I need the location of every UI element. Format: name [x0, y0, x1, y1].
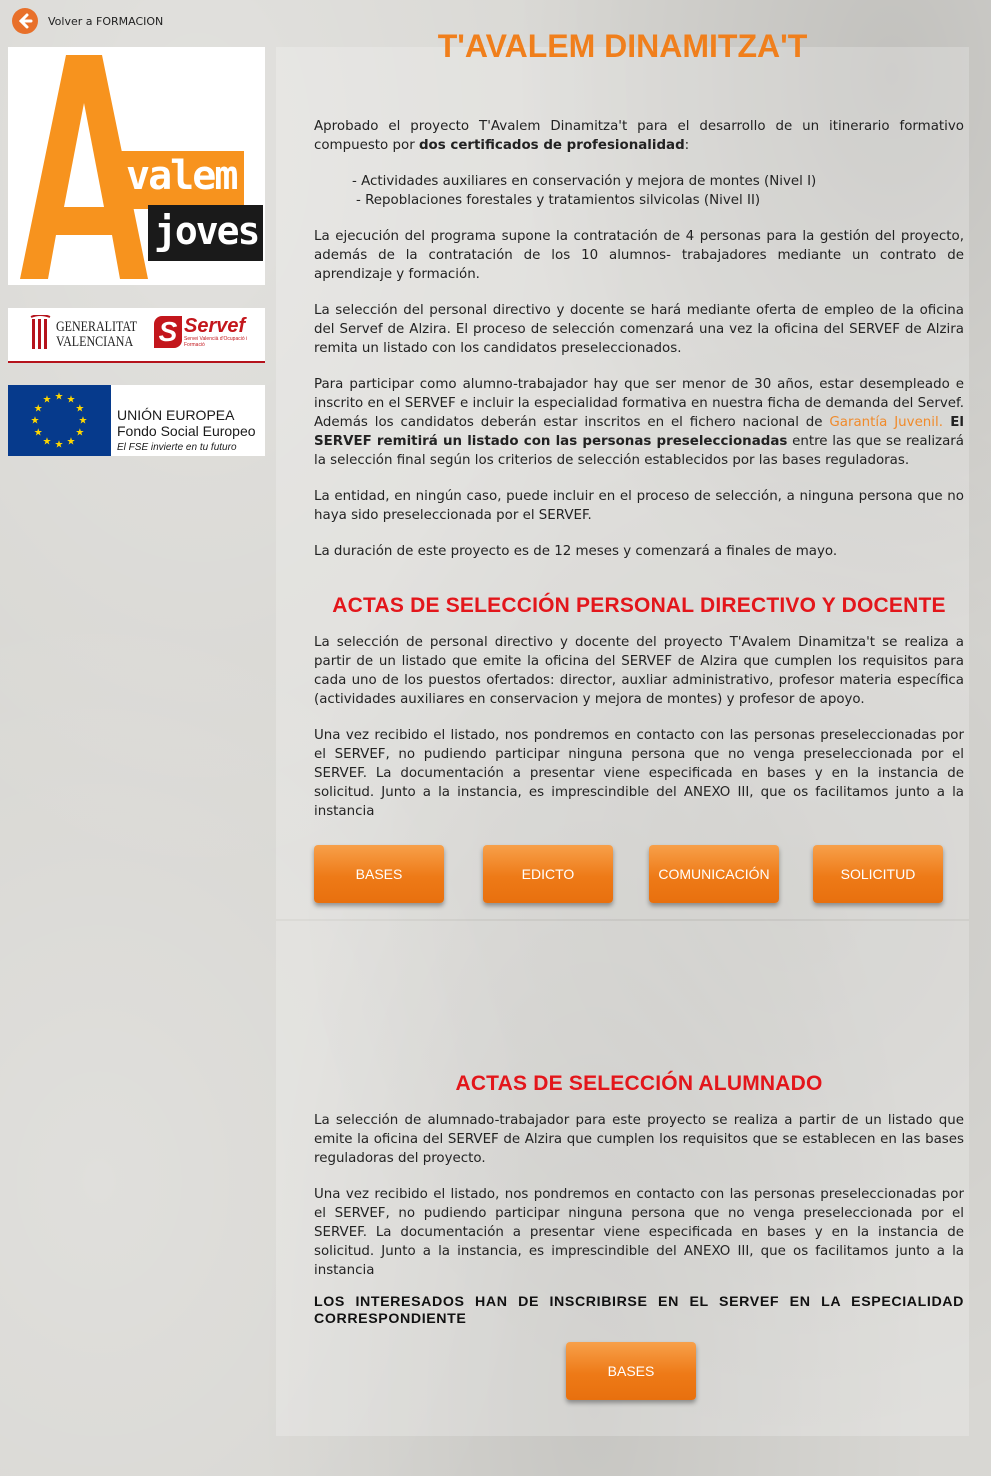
eu-star-icon: ★ [75, 403, 85, 415]
solicitud-button[interactable]: SOLICITUD [813, 845, 943, 903]
ue-line-3: El FSE invierte en tu futuro [117, 442, 237, 453]
section-personal [314, 596, 964, 838]
edicto-button[interactable]: EDICTO [483, 845, 613, 903]
back-link-label: Volver a FORMACION [48, 14, 164, 28]
eu-star-icon: ★ [66, 394, 76, 406]
gv-line-1: GENERALITAT [56, 318, 138, 335]
generalitat-emblem-icon [30, 315, 52, 355]
intro-p4-after: entre las que se realizará la selección final según los criterios de selección establecidos por las bases reguladoras. [314, 434, 964, 468]
back-arrow-icon [12, 8, 38, 34]
avalem-joves-logo [8, 47, 265, 285]
intro-paragraph-6: La duración de este proyecto es de 12 meses y comenzará a finales de mayo. [314, 544, 838, 559]
servef-s-icon: S [154, 316, 182, 348]
section-alumnado-paragraph-1: La selección de alumnado-trabajador para este proyecto se realiza a partir de un listado que emite la oficina del SERVEF de Alzira que cumplen los requisitos que se establecen en las bases reguladoras del proyecto. [314, 1113, 964, 1166]
generalitat-servef-logo [8, 308, 265, 363]
eu-flag-icon [8, 385, 111, 456]
intro-section [314, 117, 964, 578]
servef-name: Servef [184, 315, 246, 337]
intro-paragraph-3: La selección del personal directivo y docente se hará mediante oferta de empleo de la oficina del Servef de Alzira. El proceso de selección comenzará una vez la oficina del SERVEF de Alzira remita un listado con los candidatos preseleccionados. [314, 303, 964, 356]
intro-paragraph-4 [314, 375, 964, 470]
eu-star-icon: ★ [33, 403, 43, 415]
ue-line-1: UNIÓN EUROPEA [117, 407, 235, 423]
eu-star-icon: ★ [42, 394, 52, 406]
eu-star-icon: ★ [54, 439, 64, 451]
avalem-logo-text-2: joves [154, 209, 259, 253]
section-personal-title: ACTAS DE SELECCIÓN PERSONAL DIRECTIVO Y DOCENTE [332, 594, 946, 617]
union-europea-logo [8, 385, 265, 456]
section-alumnado [314, 1074, 964, 1328]
eu-star-icon: ★ [78, 415, 88, 427]
ue-line-2: Fondo Social Europeo [117, 423, 256, 439]
gv-line-2: VALENCIANA [56, 333, 134, 350]
intro-p1-after: : [684, 138, 690, 153]
intro-p4-text: Para participar como alumno-trabajador hay que ser menor de 30 años, estar desempleado e inscrito en el SERVEF e incluir la especialidad formativa en nuestra ficha de demanda del Servef. Además los candidatos deberán estar inscritos en el fichero nacional de [314, 377, 964, 430]
eu-star-icon: ★ [33, 427, 43, 439]
eu-star-icon: ★ [66, 436, 76, 448]
intro-p1-text: Aprobado el proyecto T'Avalem Dinamitza't para el desarrollo de un itinerario formativo compuesto por [314, 119, 964, 153]
intro-paragraph-1 [314, 117, 964, 155]
servef-sub: Servei Valencià d'Ocupació i Formació [184, 336, 248, 348]
alumnado-bases-button[interactable]: BASES [566, 1342, 696, 1400]
intro-p1-bold: dos certificados de profesionalidad [418, 138, 685, 153]
intro-paragraph-5: La entidad, en ningún caso, puede incluir en el proceso de selección, a ninguna persona que no haya sido preseleccionada por el SERVEF. [314, 489, 964, 523]
inscription-notice: LOS INTERESADOS HAN DE INSCRIBIRSE EN EL SERVEF EN LA ESPECIALIDAD CORRESPONDIENTE [314, 1294, 964, 1327]
sidebar [8, 47, 265, 456]
section-alumnado-title: ACTAS DE SELECCIÓN ALUMNADO [455, 1072, 823, 1095]
eu-star-icon: ★ [75, 427, 85, 439]
personal-buttons-row [314, 845, 964, 905]
eu-star-icon: ★ [30, 415, 40, 427]
certificates-list [314, 172, 964, 210]
eu-star-icon: ★ [42, 436, 52, 448]
comunicacion-button[interactable]: COMUNICACIÓN [649, 845, 779, 903]
list-item: - Repoblaciones forestales y tratamientos silvicolas (Nivel II) [356, 193, 761, 208]
section-personal-paragraph-1: La selección de personal directivo y docente del proyecto T'Avalem Dinamitza't se realiza a partir de un listado que emite la oficina del SERVEF de Alzira que cumplen los requisitos para cada uno de los puestos ofertados: director, auxliar administrativo, profesor materia específica (actividades auxiliares en conservacion y mejora de montes) y profesor de apoyo. [314, 635, 964, 707]
section-alumnado-paragraph-2: Una vez recibido el listado, nos pondremos en contacto con las personas preseleccionadas por el SERVEF, no pudiendo participar ninguna persona que no venga preseleccionada por el SERVEF. La documentación a presentar viene especificada en bases y en la instancia de solicitud. Junto a la instancia, es imprescindible del ANEXO III, que os facilitamos junto a la instancia [314, 1187, 964, 1278]
garantia-juvenil-link[interactable]: Garantía Juvenil. [829, 415, 943, 430]
eu-star-icon: ★ [54, 391, 64, 403]
intro-paragraph-2: La ejecución del programa supone la contratación de 4 personas para la gestión del proyecto, además de la contratación de los 10 alumnos- trabajadores mediante un contrato de aprendizaje y formación. [314, 229, 964, 282]
back-link[interactable] [12, 8, 163, 34]
avalem-logo-text-1: valem [126, 153, 237, 199]
section-personal-paragraph-2: Una vez recibido el listado, nos pondremos en contacto con las personas preseleccionadas por el SERVEF, no pudiendo participar ninguna persona que no venga preseleccionada por el SERVEF. La documentación a presentar viene especificada en bases y en la instancia de solicitud. Junto a la instancia, es imprescindible del ANEXO III, que os facilitamos junto a la instancia [314, 728, 964, 819]
bases-button[interactable]: BASES [314, 845, 444, 903]
page-title: T'AVALEM DINAMITZA'T [437, 28, 808, 64]
intro-p4-bold: El SERVEF remitirá un listado con las personas preseleccionadas [314, 415, 965, 449]
list-item: - Actividades auxiliares en conservación y mejora de montes (Nivel I) [352, 174, 817, 189]
